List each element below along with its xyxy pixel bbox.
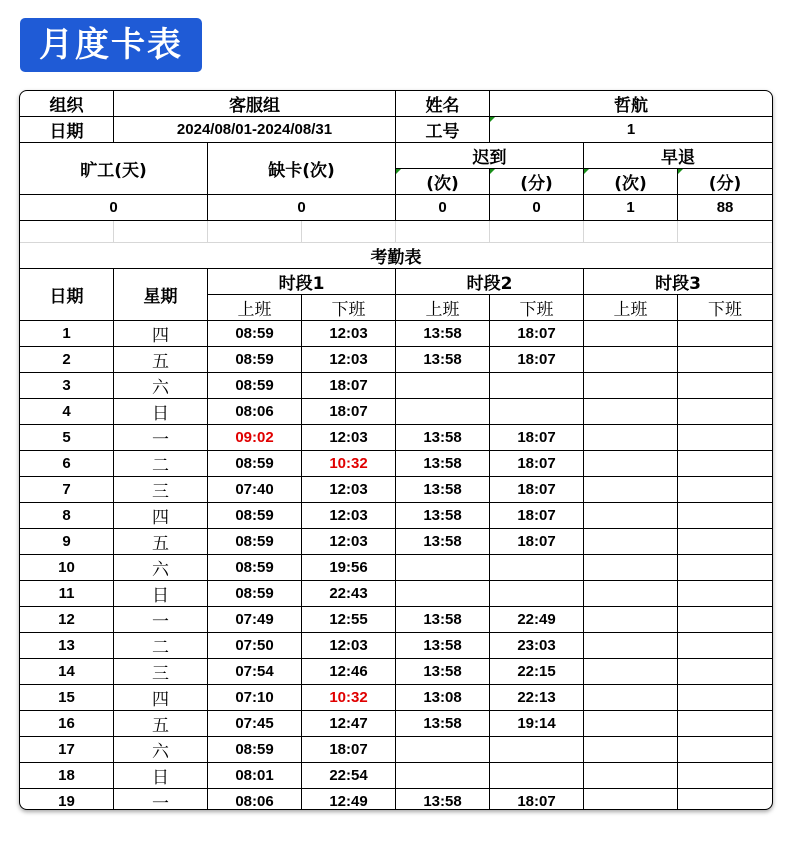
attendance-row [20,555,773,581]
early-times-value[interactable]: 1 [584,195,678,221]
period-3-clock-out-cell[interactable] [678,607,773,633]
period-2-clock-out-cell[interactable]: 22:49 [490,607,584,633]
period-1-clock-in-cell[interactable]: 08:59 [208,529,302,555]
day-number-cell[interactable]: 11 [20,581,114,607]
period-2-clock-in-cell[interactable] [396,763,490,789]
period-1-clock-out-cell[interactable]: 12:03 [302,425,396,451]
period-1-off-header: 下班 [302,295,396,321]
period-1-header: 时段1 [208,269,396,295]
period-3-clock-in-cell[interactable] [584,711,678,737]
period-1-clock-out-cell[interactable]: 12:03 [302,503,396,529]
period-2-clock-out-cell[interactable] [490,737,584,763]
early-minutes-unit: (分) [678,169,773,195]
attendance-row [20,477,773,503]
period-2-clock-out-cell[interactable]: 22:15 [490,659,584,685]
period-3-clock-in-cell[interactable] [584,503,678,529]
day-number-cell[interactable]: 13 [20,633,114,659]
weekday-cell[interactable]: 一 [114,425,208,451]
period-2-clock-out-cell[interactable]: 23:03 [490,633,584,659]
early-leave-label: 早退 [584,143,773,169]
attendance-row [20,321,773,347]
period-3-clock-in-cell[interactable] [584,373,678,399]
period-3-clock-out-cell[interactable] [678,789,773,811]
blank-cell[interactable] [396,221,490,243]
period-3-clock-in-cell[interactable] [584,659,678,685]
date-range-value[interactable]: 2024/08/01-2024/08/31 [114,117,396,143]
period-3-clock-out-cell[interactable] [678,373,773,399]
period-1-clock-out-cell[interactable]: 12:03 [302,633,396,659]
period-1-clock-out-cell[interactable]: 12:03 [302,529,396,555]
weekday-cell[interactable]: 六 [114,737,208,763]
period-2-clock-in-cell[interactable]: 13:58 [396,451,490,477]
blank-cell[interactable] [490,221,584,243]
period-2-clock-out-cell[interactable] [490,399,584,425]
period-1-clock-in-cell[interactable]: 08:59 [208,347,302,373]
attendance-row [20,659,773,685]
period-2-clock-out-cell[interactable]: 18:07 [490,789,584,811]
period-2-clock-in-cell[interactable]: 13:58 [396,477,490,503]
day-number-cell[interactable]: 10 [20,555,114,581]
period-3-clock-out-cell[interactable] [678,321,773,347]
period-3-clock-out-cell[interactable] [678,451,773,477]
name-value[interactable]: 哲航 [490,91,773,117]
period-1-clock-in-cell[interactable]: 08:59 [208,737,302,763]
period-1-clock-out-cell[interactable]: 18:07 [302,373,396,399]
period-3-clock-in-cell[interactable] [584,737,678,763]
employee-id-label: 工号 [396,117,490,143]
weekday-cell[interactable]: 五 [114,347,208,373]
period-2-clock-in-cell[interactable]: 13:58 [396,633,490,659]
attendance-row [20,711,773,737]
period-1-on-header: 上班 [208,295,302,321]
period-3-clock-in-cell[interactable] [584,607,678,633]
attendance-row [20,633,773,659]
period-1-clock-in-cell[interactable]: 07:54 [208,659,302,685]
period-3-clock-in-cell[interactable] [584,321,678,347]
period-3-clock-out-cell[interactable] [678,529,773,555]
period-1-clock-out-cell[interactable]: 19:56 [302,555,396,581]
period-3-clock-in-cell[interactable] [584,763,678,789]
attendance-row [20,607,773,633]
day-number-cell[interactable]: 7 [20,477,114,503]
missing-punch-value[interactable]: 0 [208,195,396,221]
period-1-clock-out-cell[interactable]: 18:07 [302,399,396,425]
period-3-off-header: 下班 [678,295,773,321]
blank-cell[interactable] [20,221,114,243]
period-2-on-header: 上班 [396,295,490,321]
period-1-clock-in-cell[interactable]: 08:59 [208,373,302,399]
period-2-clock-out-cell[interactable] [490,373,584,399]
early-times-unit: (次) [584,169,678,195]
day-number-cell[interactable]: 14 [20,659,114,685]
attendance-row [20,451,773,477]
period-1-clock-in-cell[interactable]: 07:10 [208,685,302,711]
period-1-clock-out-cell[interactable]: 12:03 [302,321,396,347]
day-number-cell[interactable]: 3 [20,373,114,399]
late-label: 迟到 [396,143,584,169]
period-2-clock-in-cell[interactable] [396,581,490,607]
attendance-sheet [19,90,773,810]
weekday-cell[interactable]: 四 [114,503,208,529]
date-column-header: 日期 [20,269,114,321]
period-3-clock-in-cell[interactable] [584,399,678,425]
period-3-clock-in-cell[interactable] [584,555,678,581]
attendance-row [20,347,773,373]
period-2-clock-out-cell[interactable] [490,581,584,607]
day-number-cell[interactable]: 12 [20,607,114,633]
period-3-clock-out-cell[interactable] [678,763,773,789]
period-header-row [20,269,773,295]
period-1-clock-in-cell[interactable]: 08:59 [208,555,302,581]
info-row-1 [20,91,773,117]
period-3-clock-out-cell[interactable] [678,581,773,607]
period-3-clock-in-cell[interactable] [584,789,678,811]
missing-punch-label: 缺卡(次) [208,143,396,195]
period-1-clock-out-cell[interactable]: 10:32 [302,685,396,711]
day-number-cell[interactable]: 9 [20,529,114,555]
attendance-table [19,90,773,810]
period-2-clock-out-cell[interactable]: 18:07 [490,321,584,347]
period-2-clock-out-cell[interactable] [490,555,584,581]
period-1-clock-out-cell[interactable]: 12:03 [302,477,396,503]
period-2-clock-in-cell[interactable]: 13:58 [396,711,490,737]
period-2-header: 时段2 [396,269,584,295]
period-1-clock-out-cell[interactable]: 12:49 [302,789,396,811]
weekday-column-header: 星期 [114,269,208,321]
period-3-clock-out-cell[interactable] [678,399,773,425]
period-2-clock-in-cell[interactable]: 13:08 [396,685,490,711]
blank-cell[interactable] [208,221,302,243]
date-label: 日期 [20,117,114,143]
period-2-clock-in-cell[interactable]: 13:58 [396,659,490,685]
attendance-row [20,737,773,763]
period-2-clock-out-cell[interactable] [490,763,584,789]
weekday-cell[interactable]: 六 [114,555,208,581]
attendance-row [20,529,773,555]
period-1-clock-in-cell[interactable]: 08:59 [208,503,302,529]
group-label: 组织 [20,91,114,117]
period-1-clock-out-cell[interactable]: 22:54 [302,763,396,789]
period-2-clock-in-cell[interactable]: 13:58 [396,321,490,347]
attendance-row [20,503,773,529]
day-number-cell[interactable]: 8 [20,503,114,529]
day-number-cell[interactable]: 17 [20,737,114,763]
period-3-clock-in-cell[interactable] [584,633,678,659]
period-3-clock-out-cell[interactable] [678,633,773,659]
info-row-2 [20,117,773,143]
period-3-clock-in-cell[interactable] [584,451,678,477]
period-3-clock-in-cell[interactable] [584,685,678,711]
period-1-clock-in-cell[interactable]: 07:50 [208,633,302,659]
period-1-clock-in-cell[interactable]: 07:45 [208,711,302,737]
attendance-row [20,685,773,711]
summary-values-row [20,195,773,221]
period-3-clock-out-cell[interactable] [678,555,773,581]
weekday-cell[interactable]: 四 [114,321,208,347]
period-3-clock-in-cell[interactable] [584,529,678,555]
period-3-clock-in-cell[interactable] [584,347,678,373]
blank-cell[interactable] [678,221,773,243]
period-3-clock-in-cell[interactable] [584,581,678,607]
period-3-clock-out-cell[interactable] [678,711,773,737]
day-number-cell[interactable]: 6 [20,451,114,477]
absent-days-label: 旷工(天) [20,143,208,195]
day-number-cell[interactable]: 15 [20,685,114,711]
summary-header-row-1 [20,143,773,169]
period-2-clock-out-cell[interactable]: 22:13 [490,685,584,711]
period-2-clock-out-cell[interactable]: 18:07 [490,451,584,477]
weekday-cell[interactable]: 二 [114,451,208,477]
attendance-row [20,399,773,425]
weekday-cell[interactable]: 日 [114,763,208,789]
period-1-clock-out-cell[interactable]: 10:32 [302,451,396,477]
period-2-clock-in-cell[interactable]: 13:58 [396,425,490,451]
period-3-clock-out-cell[interactable] [678,503,773,529]
period-3-clock-in-cell[interactable] [584,477,678,503]
weekday-cell[interactable]: 五 [114,529,208,555]
attendance-title: 考勤表 [20,243,773,269]
attendance-row [20,763,773,789]
day-number-cell[interactable]: 4 [20,399,114,425]
day-number-cell[interactable]: 16 [20,711,114,737]
period-3-clock-out-cell[interactable] [678,477,773,503]
period-2-off-header: 下班 [490,295,584,321]
period-1-clock-in-cell[interactable]: 07:40 [208,477,302,503]
attendance-row [20,425,773,451]
period-2-clock-in-cell[interactable] [396,737,490,763]
attendance-row [20,789,773,811]
period-2-clock-in-cell[interactable]: 13:58 [396,789,490,811]
attendance-row [20,373,773,399]
group-value[interactable]: 客服组 [114,91,396,117]
period-1-clock-out-cell[interactable]: 12:55 [302,607,396,633]
period-2-clock-in-cell[interactable] [396,373,490,399]
blank-cell[interactable] [302,221,396,243]
period-3-clock-out-cell[interactable] [678,685,773,711]
attendance-title-row [20,243,773,269]
period-1-clock-out-cell[interactable]: 12:03 [302,347,396,373]
period-1-clock-in-cell[interactable]: 08:59 [208,451,302,477]
period-1-clock-out-cell[interactable]: 12:46 [302,659,396,685]
period-2-clock-out-cell[interactable]: 18:07 [490,529,584,555]
name-label: 姓名 [396,91,490,117]
blank-cell[interactable] [114,221,208,243]
period-2-clock-in-cell[interactable]: 13:58 [396,347,490,373]
weekday-cell[interactable]: 一 [114,789,208,811]
period-1-clock-out-cell[interactable]: 18:07 [302,737,396,763]
day-number-cell[interactable]: 19 [20,789,114,811]
employee-id-value[interactable]: 1 [490,117,773,143]
period-3-clock-in-cell[interactable] [584,425,678,451]
weekday-cell[interactable]: 日 [114,399,208,425]
period-3-clock-out-cell[interactable] [678,425,773,451]
early-minutes-value[interactable]: 88 [678,195,773,221]
late-times-unit: (次) [396,169,490,195]
day-number-cell[interactable]: 2 [20,347,114,373]
period-3-clock-out-cell[interactable] [678,659,773,685]
absent-days-value[interactable]: 0 [20,195,208,221]
period-1-clock-in-cell[interactable]: 09:02 [208,425,302,451]
period-1-clock-in-cell[interactable]: 08:06 [208,789,302,811]
period-1-clock-out-cell[interactable]: 22:43 [302,581,396,607]
weekday-cell[interactable]: 四 [114,685,208,711]
period-1-clock-in-cell[interactable]: 08:01 [208,763,302,789]
period-1-clock-in-cell[interactable]: 08:59 [208,321,302,347]
weekday-cell[interactable]: 六 [114,373,208,399]
late-minutes-value[interactable]: 0 [490,195,584,221]
period-1-clock-in-cell[interactable]: 08:06 [208,399,302,425]
period-1-clock-in-cell[interactable]: 07:49 [208,607,302,633]
period-2-clock-out-cell[interactable]: 18:07 [490,347,584,373]
period-2-clock-in-cell[interactable]: 13:58 [396,607,490,633]
period-3-clock-out-cell[interactable] [678,347,773,373]
weekday-cell[interactable]: 一 [114,607,208,633]
period-1-clock-out-cell[interactable]: 12:47 [302,711,396,737]
period-2-clock-out-cell[interactable]: 19:14 [490,711,584,737]
period-3-on-header: 上班 [584,295,678,321]
period-2-clock-in-cell[interactable] [396,555,490,581]
late-times-value[interactable]: 0 [396,195,490,221]
weekday-cell[interactable]: 三 [114,477,208,503]
period-2-clock-out-cell[interactable]: 18:07 [490,425,584,451]
weekday-cell[interactable]: 日 [114,581,208,607]
spacer-row [20,221,773,243]
attendance-row [20,581,773,607]
day-number-cell[interactable]: 5 [20,425,114,451]
period-3-clock-out-cell[interactable] [678,737,773,763]
period-2-clock-in-cell[interactable]: 13:58 [396,529,490,555]
late-minutes-unit: (分) [490,169,584,195]
weekday-cell[interactable]: 三 [114,659,208,685]
period-2-clock-in-cell[interactable] [396,399,490,425]
day-number-cell[interactable]: 18 [20,763,114,789]
period-2-clock-out-cell[interactable]: 18:07 [490,503,584,529]
blank-cell[interactable] [584,221,678,243]
weekday-cell[interactable]: 五 [114,711,208,737]
day-number-cell[interactable]: 1 [20,321,114,347]
weekday-cell[interactable]: 二 [114,633,208,659]
page-title-badge: 月度卡表 [20,18,202,72]
period-1-clock-in-cell[interactable]: 08:59 [208,581,302,607]
period-2-clock-out-cell[interactable]: 18:07 [490,477,584,503]
period-2-clock-in-cell[interactable]: 13:58 [396,503,490,529]
period-3-header: 时段3 [584,269,773,295]
